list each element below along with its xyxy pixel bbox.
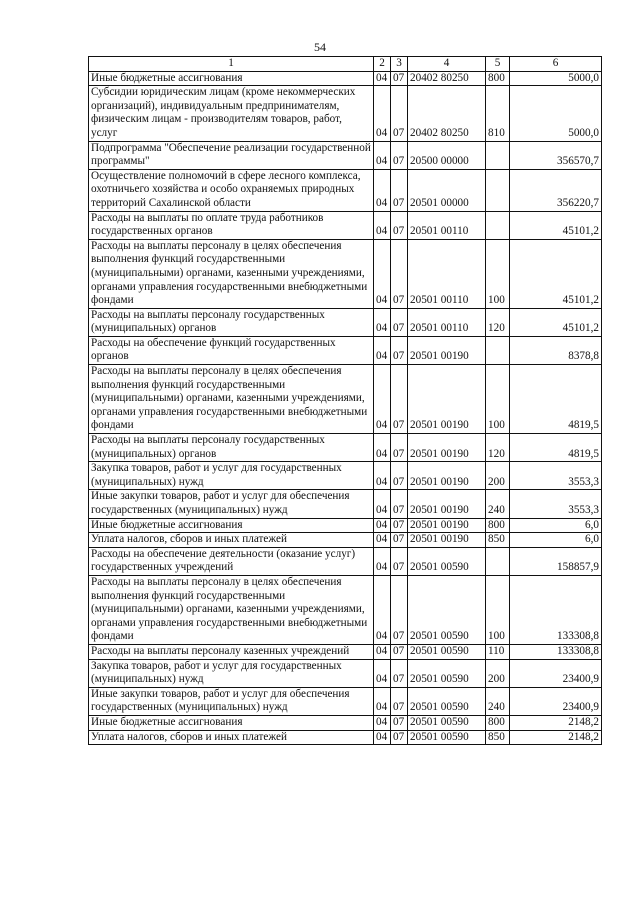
row-subsection-cell: 07 [391,239,408,308]
row-section-cell: 04 [374,462,391,490]
row-target-article-cell: 20501 00110 [408,239,486,308]
row-name-cell: Расходы на выплаты персоналу в целях обеспечения выполнения функций государственными (муниципальными) органами, казенными учреждениями, органами управления государственными внебюджетными фондами [89,365,374,434]
table-row [89,308,602,336]
row-name-cell: Расходы на выплаты персоналу в целях обеспечения выполнения функций государственными (муниципальными) органами, казенными учреждениями, органами управления государственными внебюджетными фондами [89,239,374,308]
row-target-article-cell: 20501 00590 [408,575,486,644]
row-expense-type-cell [486,211,510,239]
row-amount-cell: 2148,2 [510,730,602,745]
row-subsection-cell: 07 [391,71,408,86]
table-row [89,575,602,644]
row-target-article-cell: 20501 00590 [408,687,486,715]
row-target-article-cell: 20501 00190 [408,365,486,434]
table-row [89,715,602,730]
row-section-cell: 04 [374,211,391,239]
row-name-cell: Расходы на обеспечение функций государственных органов [89,336,374,364]
budget-table [88,56,602,745]
row-section-cell: 04 [374,490,391,518]
table-row [89,239,602,308]
row-target-article-cell: 20501 00190 [408,518,486,533]
row-amount-cell: 23400,9 [510,659,602,687]
row-target-article-cell: 20501 00190 [408,434,486,462]
row-name-cell: Расходы на выплаты персоналу государственных (муниципальных) органов [89,308,374,336]
row-amount-cell: 158857,9 [510,547,602,575]
row-section-cell: 04 [374,644,391,659]
row-section-cell: 04 [374,533,391,548]
row-section-cell: 04 [374,71,391,86]
row-name-cell: Подпрограмма "Обеспечение реализации государственной программы" [89,141,374,169]
row-expense-type-cell: 120 [486,434,510,462]
row-target-article-cell: 20501 00590 [408,715,486,730]
row-target-article-cell: 20501 00000 [408,169,486,211]
row-name-cell: Закупка товаров, работ и услуг для государственных (муниципальных) нужд [89,659,374,687]
column-header-1: 1 [89,57,374,72]
row-expense-type-cell [486,169,510,211]
column-header-2: 2 [374,57,391,72]
row-name-cell: Расходы на выплаты персоналу государственных (муниципальных) органов [89,434,374,462]
row-section-cell: 04 [374,336,391,364]
row-expense-type-cell: 120 [486,308,510,336]
row-expense-type-cell [486,547,510,575]
row-subsection-cell: 07 [391,490,408,518]
row-name-cell: Расходы на выплаты персоналу казенных учреждений [89,644,374,659]
row-expense-type-cell: 810 [486,86,510,141]
row-subsection-cell: 07 [391,434,408,462]
row-name-cell: Уплата налогов, сборов и иных платежей [89,533,374,548]
row-amount-cell: 45101,2 [510,211,602,239]
column-header-4: 4 [408,57,486,72]
table-row [89,687,602,715]
row-name-cell: Иные закупки товаров, работ и услуг для обеспечения государственных (муниципальных) нужд [89,490,374,518]
row-name-cell: Расходы на обеспечение деятельности (оказание услуг) государственных учреждений [89,547,374,575]
row-subsection-cell: 07 [391,462,408,490]
row-target-article-cell: 20500 00000 [408,141,486,169]
row-target-article-cell: 20501 00190 [408,490,486,518]
row-amount-cell: 133308,8 [510,644,602,659]
row-target-article-cell: 20501 00110 [408,308,486,336]
row-section-cell: 04 [374,730,391,745]
row-section-cell: 04 [374,169,391,211]
row-target-article-cell: 20402 80250 [408,71,486,86]
row-section-cell: 04 [374,239,391,308]
table-row [89,211,602,239]
row-expense-type-cell [486,336,510,364]
row-subsection-cell: 07 [391,575,408,644]
row-subsection-cell: 07 [391,659,408,687]
row-amount-cell: 6,0 [510,533,602,548]
table-header-row [89,57,602,72]
row-section-cell: 04 [374,547,391,575]
row-name-cell: Уплата налогов, сборов и иных платежей [89,730,374,745]
row-section-cell: 04 [374,308,391,336]
row-subsection-cell: 07 [391,308,408,336]
row-amount-cell: 45101,2 [510,308,602,336]
row-section-cell: 04 [374,365,391,434]
row-expense-type-cell: 800 [486,71,510,86]
row-target-article-cell: 20501 00590 [408,644,486,659]
table-row [89,644,602,659]
row-amount-cell: 2148,2 [510,715,602,730]
row-target-article-cell: 20501 00190 [408,533,486,548]
row-amount-cell: 133308,8 [510,575,602,644]
budget-table-body [89,57,602,745]
table-row [89,518,602,533]
row-amount-cell: 5000,0 [510,86,602,141]
row-subsection-cell: 07 [391,365,408,434]
row-subsection-cell: 07 [391,687,408,715]
table-row [89,533,602,548]
row-subsection-cell: 07 [391,518,408,533]
row-amount-cell: 3553,3 [510,490,602,518]
row-subsection-cell: 07 [391,336,408,364]
row-subsection-cell: 07 [391,86,408,141]
table-row [89,659,602,687]
row-expense-type-cell: 100 [486,365,510,434]
row-expense-type-cell: 800 [486,518,510,533]
row-section-cell: 04 [374,86,391,141]
row-expense-type-cell: 240 [486,687,510,715]
row-name-cell: Закупка товаров, работ и услуг для государственных (муниципальных) нужд [89,462,374,490]
row-section-cell: 04 [374,575,391,644]
row-section-cell: 04 [374,715,391,730]
row-subsection-cell: 07 [391,715,408,730]
row-expense-type-cell: 200 [486,659,510,687]
table-row [89,730,602,745]
row-subsection-cell: 07 [391,533,408,548]
row-target-article-cell: 20501 00590 [408,730,486,745]
row-expense-type-cell: 100 [486,239,510,308]
row-section-cell: 04 [374,434,391,462]
row-name-cell: Расходы на выплаты персоналу в целях обеспечения выполнения функций государственными (муниципальными) органами, казенными учреждениями, органами управления государственными внебюджетными фондами [89,575,374,644]
table-row [89,169,602,211]
table-row [89,336,602,364]
row-amount-cell: 5000,0 [510,71,602,86]
row-target-article-cell: 20501 00590 [408,659,486,687]
row-name-cell: Расходы на выплаты по оплате труда работников государственных органов [89,211,374,239]
row-amount-cell: 4819,5 [510,434,602,462]
row-subsection-cell: 07 [391,644,408,659]
row-expense-type-cell: 110 [486,644,510,659]
page-number: 54 [314,40,326,54]
row-expense-type-cell: 800 [486,715,510,730]
row-target-article-cell: 20501 00190 [408,462,486,490]
row-amount-cell: 23400,9 [510,687,602,715]
row-target-article-cell: 20402 80250 [408,86,486,141]
row-target-article-cell: 20501 00110 [408,211,486,239]
row-expense-type-cell: 850 [486,730,510,745]
row-name-cell: Иные бюджетные ассигнования [89,715,374,730]
row-amount-cell: 6,0 [510,518,602,533]
table-row [89,86,602,141]
row-section-cell: 04 [374,141,391,169]
row-amount-cell: 8378,8 [510,336,602,364]
row-amount-cell: 4819,5 [510,365,602,434]
row-section-cell: 04 [374,659,391,687]
row-name-cell: Иные бюджетные ассигнования [89,71,374,86]
row-subsection-cell: 07 [391,547,408,575]
row-target-article-cell: 20501 00590 [408,547,486,575]
row-expense-type-cell: 240 [486,490,510,518]
table-row [89,71,602,86]
table-row [89,365,602,434]
column-header-3: 3 [391,57,408,72]
row-subsection-cell: 07 [391,211,408,239]
row-section-cell: 04 [374,687,391,715]
row-subsection-cell: 07 [391,141,408,169]
table-row [89,462,602,490]
row-amount-cell: 45101,2 [510,239,602,308]
row-expense-type-cell [486,141,510,169]
column-header-6: 6 [510,57,602,72]
row-amount-cell: 3553,3 [510,462,602,490]
row-expense-type-cell: 100 [486,575,510,644]
row-subsection-cell: 07 [391,730,408,745]
table-row [89,547,602,575]
row-expense-type-cell: 200 [486,462,510,490]
row-subsection-cell: 07 [391,169,408,211]
row-name-cell: Иные закупки товаров, работ и услуг для обеспечения государственных (муниципальных) нужд [89,687,374,715]
row-amount-cell: 356570,7 [510,141,602,169]
row-target-article-cell: 20501 00190 [408,336,486,364]
row-amount-cell: 356220,7 [510,169,602,211]
table-row [89,490,602,518]
row-name-cell: Иные бюджетные ассигнования [89,518,374,533]
row-expense-type-cell: 850 [486,533,510,548]
column-header-5: 5 [486,57,510,72]
row-section-cell: 04 [374,518,391,533]
row-name-cell: Субсидии юридическим лицам (кроме некоммерческих организаций), индивидуальным предпринимателям, физическим лицам - производителям товаров, работ, услуг [89,86,374,141]
table-row [89,434,602,462]
row-name-cell: Осуществление полномочий в сфере лесного комплекса, охотничьего хозяйства и особо охраняемых природных территорий Сахалинской области [89,169,374,211]
table-row [89,141,602,169]
